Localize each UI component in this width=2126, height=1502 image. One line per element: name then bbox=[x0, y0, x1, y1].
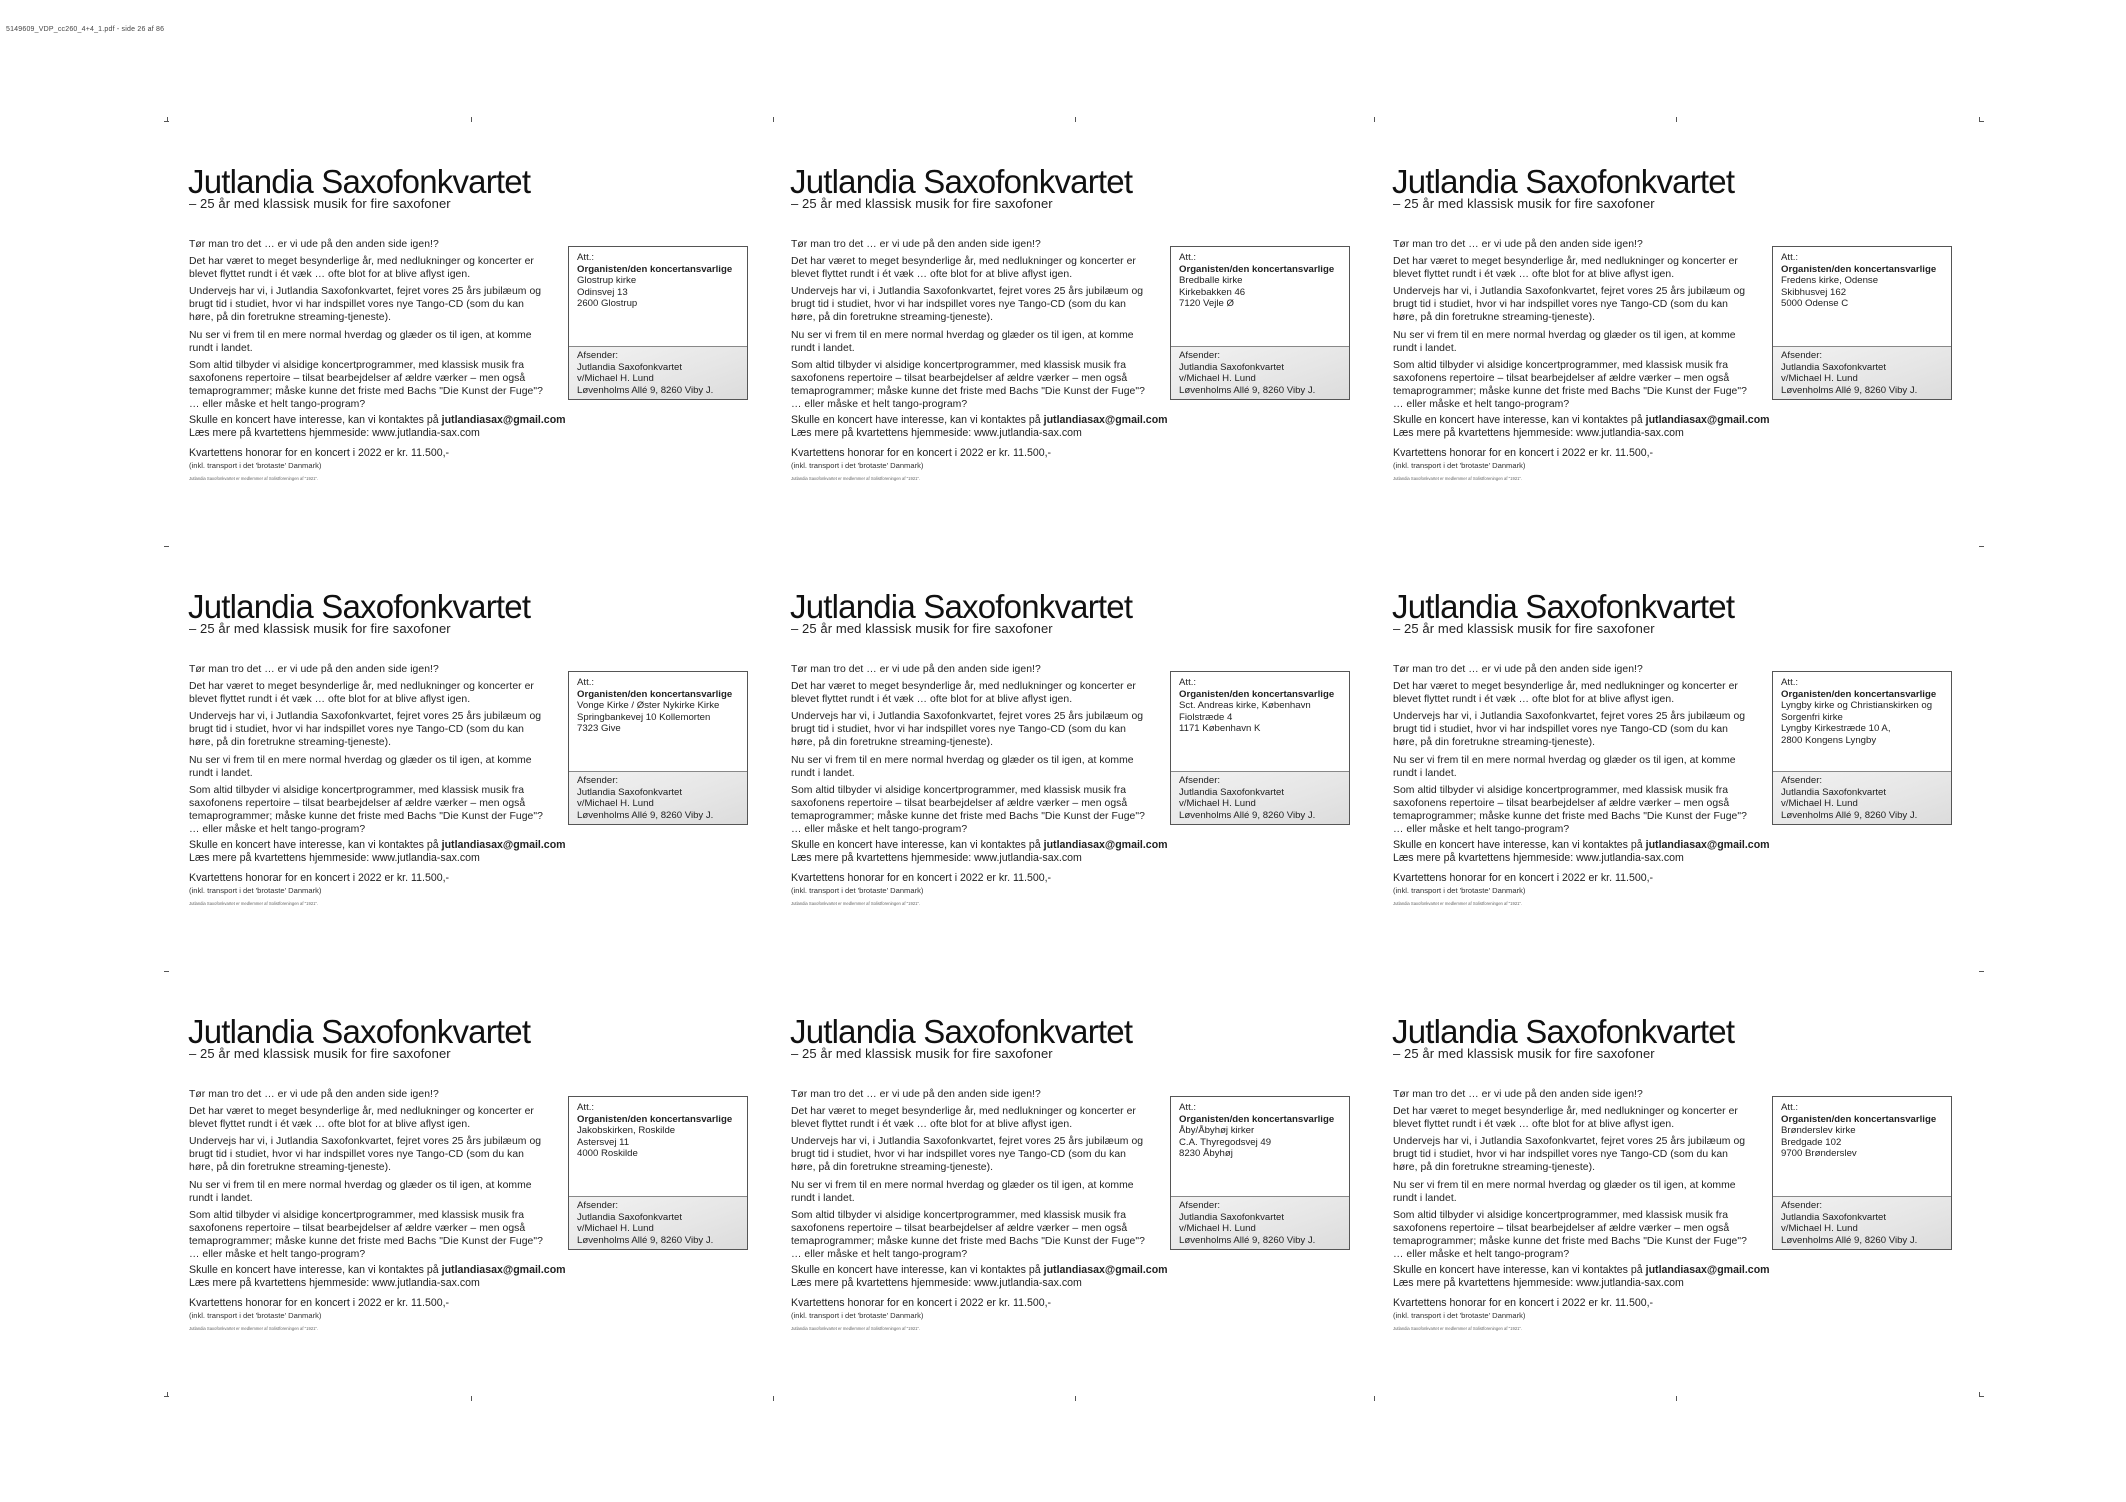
contact-prefix: Skulle en koncert have interesse, kan vi kontaktes på bbox=[791, 414, 1044, 426]
sender-name: Jutlandia Saxofonkvartet bbox=[1179, 1211, 1285, 1223]
sender-name: Jutlandia Saxofonkvartet bbox=[1179, 361, 1285, 373]
sender-panel bbox=[1773, 346, 1951, 399]
sender-panel bbox=[569, 771, 747, 824]
body-paragraph: Nu ser vi frem til en mere normal hverdag og glæder os til igen, at komme rundt i landet. bbox=[189, 754, 532, 779]
contact-email: jutlandiasax@gmail.com bbox=[1043, 414, 1168, 426]
flyer-card bbox=[1392, 1014, 1992, 1394]
body-paragraph: Tør man tro det … er vi ude på den anden side igen!? bbox=[791, 239, 1041, 250]
flyer-title: Jutlandia Saxofonkvartet bbox=[188, 588, 531, 625]
recipient-line: Lyngby Kirkestræde 10 A, bbox=[1781, 723, 1891, 735]
body-paragraph: Det har været to meget besynderlige år, med nedlukninger og koncerter er blevet flyttet rundt i ét væk … ofte blot for at blive aflyst igen. bbox=[791, 256, 1136, 281]
contact-prefix: Skulle en koncert have interesse, kan vi kontaktes på bbox=[1393, 839, 1646, 851]
body-paragraph: Undervejs har vi, i Jutlandia Saxofonkvartet, fejret vores 25 års jubilæum og brugt tid i studiet, hvor vi har indspillet vores nye Tango-CD (som du kan høre, på din foretrukne streaming-tjeneste). bbox=[791, 286, 1144, 324]
address-box bbox=[568, 246, 748, 400]
body-paragraph: Undervejs har vi, i Jutlandia Saxofonkvartet, fejret vores 25 års jubilæum og brugt tid i studiet, hvor vi har indspillet vores nye Tango-CD (som du kan høre, på din foretrukne streaming-tjeneste). bbox=[1393, 711, 1746, 749]
recipient-role: Organisten/den koncertansvarlige bbox=[577, 1113, 733, 1125]
recipient-line: Springbankevej 10 Kollemorten bbox=[577, 711, 711, 723]
crop-mark bbox=[471, 117, 472, 122]
sender-address: Løvenholms Allé 9, 8260 Viby J. bbox=[1781, 809, 1918, 821]
sender-panel bbox=[1171, 771, 1349, 824]
recipient-line: Sct. Andreas kirke, København bbox=[1179, 700, 1311, 712]
body-paragraph: Tør man tro det … er vi ude på den anden side igen!? bbox=[791, 1089, 1041, 1100]
recipient-block bbox=[1179, 1102, 1343, 1160]
flyer-body bbox=[1393, 1088, 1753, 1265]
fee-line: Kvartettens honorar for en koncert i 2022 er kr. 11.500,- bbox=[791, 872, 1052, 884]
fee-note: (inkl. transport i det 'brotaste' Danmark) bbox=[1393, 886, 1526, 895]
recipient-line: Åby/Åbyhøj kirker bbox=[1179, 1125, 1255, 1137]
membership-note: Jutlandia Saxofonkvartet er medlemmer af Solistforeningen af "1921". bbox=[1393, 901, 1523, 906]
recipient-line: Bredballe kirke bbox=[1179, 275, 1243, 287]
body-paragraph: Nu ser vi frem til en mere normal hverdag og glæder os til igen, at komme rundt i landet. bbox=[791, 329, 1134, 354]
body-paragraph: Nu ser vi frem til en mere normal hverdag og glæder os til igen, at komme rundt i landet. bbox=[1393, 754, 1736, 779]
contact-block bbox=[791, 414, 1391, 441]
att-label: Att.: bbox=[577, 252, 595, 263]
recipient-role: Organisten/den koncertansvarlige bbox=[577, 263, 733, 275]
flyer-title: Jutlandia Saxofonkvartet bbox=[188, 163, 531, 200]
address-box bbox=[1772, 1096, 1952, 1250]
contact-prefix: Skulle en koncert have interesse, kan vi kontaktes på bbox=[189, 1264, 442, 1276]
body-paragraph: Som altid tilbyder vi alsidige koncertprogrammer, med klassisk musik fra saxofonens repertoire – tilsat bearbejdelser af ældre værker – men også temaprogrammer; måske kunne det friste med Bachs "Die Kunst der Fuge"? … eller måske et helt tango-program? bbox=[791, 1209, 1145, 1261]
flyer-subtitle: – 25 år med klassisk musik for fire saxofoner bbox=[1393, 1046, 1655, 1061]
crop-mark bbox=[1374, 1396, 1375, 1401]
body-paragraph: Nu ser vi frem til en mere normal hverdag og glæder os til igen, at komme rundt i landet. bbox=[189, 329, 532, 354]
contact-block bbox=[791, 839, 1391, 866]
sender-label: Afsender: bbox=[1179, 775, 1221, 786]
sender-address: Løvenholms Allé 9, 8260 Viby J. bbox=[1179, 1234, 1316, 1246]
body-paragraph: Tør man tro det … er vi ude på den anden side igen!? bbox=[1393, 664, 1643, 675]
sender-name: Jutlandia Saxofonkvartet bbox=[577, 786, 683, 798]
att-label: Att.: bbox=[1179, 1102, 1197, 1113]
body-paragraph: Undervejs har vi, i Jutlandia Saxofonkvartet, fejret vores 25 års jubilæum og brugt tid i studiet, hvor vi har indspillet vores nye Tango-CD (som du kan høre, på din foretrukne streaming-tjeneste). bbox=[1393, 1136, 1746, 1174]
sender-address: Løvenholms Allé 9, 8260 Viby J. bbox=[577, 1234, 714, 1246]
sender-contact: v/Michael H. Lund bbox=[1781, 1223, 1858, 1235]
body-paragraph: Som altid tilbyder vi alsidige koncertprogrammer, med klassisk musik fra saxofonens repertoire – tilsat bearbejdelser af ældre værker – men også temaprogrammer; måske kunne det friste med Bachs "Die Kunst der Fuge"? … eller måske et helt tango-program? bbox=[1393, 359, 1747, 411]
contact-line bbox=[791, 414, 1391, 427]
body-paragraph: Det har været to meget besynderlige år, med nedlukninger og koncerter er blevet flyttet rundt i ét væk … ofte blot for at blive aflyst igen. bbox=[1393, 681, 1738, 706]
sender-label: Afsender: bbox=[1179, 350, 1221, 361]
fee-note: (inkl. transport i det 'brotaste' Danmark) bbox=[1393, 1311, 1526, 1320]
recipient-line: Skibhusvej 162 bbox=[1781, 286, 1847, 298]
recipient-block bbox=[577, 1102, 741, 1160]
fee-note: (inkl. transport i det 'brotaste' Danmark) bbox=[189, 1311, 322, 1320]
flyer-body bbox=[189, 663, 549, 840]
crop-mark bbox=[1075, 117, 1076, 122]
sender-name: Jutlandia Saxofonkvartet bbox=[1781, 1211, 1887, 1223]
recipient-role: Organisten/den koncertansvarlige bbox=[577, 688, 733, 700]
sender-address: Løvenholms Allé 9, 8260 Viby J. bbox=[1781, 1234, 1918, 1246]
body-paragraph: Undervejs har vi, i Jutlandia Saxofonkvartet, fejret vores 25 års jubilæum og brugt tid i studiet, hvor vi har indspillet vores nye Tango-CD (som du kan høre, på din foretrukne streaming-tjeneste). bbox=[189, 286, 542, 324]
flyer-card bbox=[188, 164, 788, 544]
recipient-block bbox=[577, 677, 741, 735]
fee-line: Kvartettens honorar for en koncert i 2022 er kr. 11.500,- bbox=[1393, 447, 1654, 459]
flyer-card bbox=[1392, 164, 1992, 544]
recipient-line: 1171 København K bbox=[1179, 723, 1261, 735]
flyer-subtitle: – 25 år med klassisk musik for fire saxofoner bbox=[791, 196, 1053, 211]
address-box bbox=[1170, 1096, 1350, 1250]
fee-line: Kvartettens honorar for en koncert i 2022 er kr. 11.500,- bbox=[189, 447, 450, 459]
website-line: Læs mere på kvartettens hjemmeside: www.jutlandia-sax.com bbox=[791, 427, 1082, 440]
body-paragraph: Som altid tilbyder vi alsidige koncertprogrammer, med klassisk musik fra saxofonens repertoire – tilsat bearbejdelser af ældre værker – men også temaprogrammer; måske kunne det friste med Bachs "Die Kunst der Fuge"? … eller måske et helt tango-program? bbox=[1393, 1209, 1747, 1261]
contact-block bbox=[189, 1264, 789, 1291]
body-paragraph: Tør man tro det … er vi ude på den anden side igen!? bbox=[189, 239, 439, 250]
address-box bbox=[568, 671, 748, 825]
body-paragraph: Undervejs har vi, i Jutlandia Saxofonkvartet, fejret vores 25 års jubilæum og brugt tid i studiet, hvor vi har indspillet vores nye Tango-CD (som du kan høre, på din foretrukne streaming-tjeneste). bbox=[1393, 286, 1746, 324]
sender-contact: v/Michael H. Lund bbox=[1781, 798, 1858, 810]
flyer-body bbox=[791, 1088, 1151, 1265]
membership-note: Jutlandia Saxofonkvartet er medlemmer af Solistforeningen af "1921". bbox=[791, 901, 921, 906]
crop-mark bbox=[1979, 121, 1984, 122]
crop-mark bbox=[1979, 546, 1984, 547]
recipient-line: Glostrup kirke bbox=[577, 275, 637, 287]
body-paragraph: Nu ser vi frem til en mere normal hverdag og glæder os til igen, at komme rundt i landet. bbox=[791, 1179, 1134, 1204]
membership-note: Jutlandia Saxofonkvartet er medlemmer af Solistforeningen af "1921". bbox=[189, 1326, 319, 1331]
contact-block bbox=[791, 1264, 1391, 1291]
flyer-title: Jutlandia Saxofonkvartet bbox=[1392, 1013, 1735, 1050]
fee-line: Kvartettens honorar for en koncert i 2022 er kr. 11.500,- bbox=[189, 872, 450, 884]
sender-address: Løvenholms Allé 9, 8260 Viby J. bbox=[1179, 809, 1316, 821]
sender-block bbox=[1781, 775, 1917, 821]
address-box bbox=[1772, 246, 1952, 400]
flyer-title: Jutlandia Saxofonkvartet bbox=[1392, 163, 1735, 200]
att-label: Att.: bbox=[1179, 677, 1197, 688]
recipient-role: Organisten/den koncertansvarlige bbox=[1179, 1113, 1335, 1125]
flyer-subtitle: – 25 år med klassisk musik for fire saxofoner bbox=[1393, 196, 1655, 211]
recipient-block bbox=[577, 252, 741, 310]
flyer-title: Jutlandia Saxofonkvartet bbox=[188, 1013, 531, 1050]
recipient-line: 7323 Give bbox=[577, 723, 621, 735]
crop-mark bbox=[164, 971, 169, 972]
contact-email: jutlandiasax@gmail.com bbox=[1043, 1264, 1168, 1276]
recipient-role: Organisten/den koncertansvarlige bbox=[1781, 688, 1937, 700]
sender-name: Jutlandia Saxofonkvartet bbox=[577, 361, 683, 373]
sender-block bbox=[1179, 775, 1315, 821]
sender-block bbox=[577, 1200, 713, 1246]
recipient-line: 8230 Åbyhøj bbox=[1179, 1148, 1233, 1160]
sender-block bbox=[577, 350, 713, 396]
fee-note: (inkl. transport i det 'brotaste' Danmark) bbox=[791, 461, 924, 470]
crop-mark bbox=[1676, 117, 1677, 122]
crop-mark bbox=[1676, 1396, 1677, 1401]
sender-panel bbox=[1773, 771, 1951, 824]
body-paragraph: Som altid tilbyder vi alsidige koncertprogrammer, med klassisk musik fra saxofonens repertoire – tilsat bearbejdelser af ældre værker – men også temaprogrammer; måske kunne det friste med Bachs "Die Kunst der Fuge"? … eller måske et helt tango-program? bbox=[189, 784, 543, 836]
membership-note: Jutlandia Saxofonkvartet er medlemmer af Solistforeningen af "1921". bbox=[1393, 476, 1523, 481]
flyer-subtitle: – 25 år med klassisk musik for fire saxofoner bbox=[189, 621, 451, 636]
recipient-block bbox=[1781, 252, 1945, 310]
recipient-line: 4000 Roskilde bbox=[577, 1148, 638, 1160]
sender-contact: v/Michael H. Lund bbox=[1179, 1223, 1256, 1235]
contact-prefix: Skulle en koncert have interesse, kan vi kontaktes på bbox=[791, 1264, 1044, 1276]
recipient-role: Organisten/den koncertansvarlige bbox=[1179, 263, 1335, 275]
website-line: Læs mere på kvartettens hjemmeside: www.jutlandia-sax.com bbox=[189, 1277, 480, 1290]
contact-line bbox=[1393, 839, 1993, 852]
recipient-line: 2600 Glostrup bbox=[577, 298, 638, 310]
membership-note: Jutlandia Saxofonkvartet er medlemmer af Solistforeningen af "1921". bbox=[189, 901, 319, 906]
contact-email: jutlandiasax@gmail.com bbox=[441, 839, 566, 851]
body-paragraph: Tør man tro det … er vi ude på den anden side igen!? bbox=[189, 1089, 439, 1100]
flyer-subtitle: – 25 år med klassisk musik for fire saxofoner bbox=[791, 1046, 1053, 1061]
sender-address: Løvenholms Allé 9, 8260 Viby J. bbox=[577, 809, 714, 821]
contact-prefix: Skulle en koncert have interesse, kan vi kontaktes på bbox=[189, 414, 442, 426]
contact-line bbox=[189, 839, 789, 852]
fee-line: Kvartettens honorar for en koncert i 2022 er kr. 11.500,- bbox=[189, 1297, 450, 1309]
body-paragraph: Det har været to meget besynderlige år, med nedlukninger og koncerter er blevet flyttet rundt i ét væk … ofte blot for at blive aflyst igen. bbox=[1393, 1106, 1738, 1131]
sender-label: Afsender: bbox=[577, 775, 619, 786]
body-paragraph: Som altid tilbyder vi alsidige koncertprogrammer, med klassisk musik fra saxofonens repertoire – tilsat bearbejdelser af ældre værker – men også temaprogrammer; måske kunne det friste med Bachs "Die Kunst der Fuge"? … eller måske et helt tango-program? bbox=[189, 1209, 543, 1261]
sender-block bbox=[1179, 1200, 1315, 1246]
sender-label: Afsender: bbox=[1781, 350, 1823, 361]
body-paragraph: Tør man tro det … er vi ude på den anden side igen!? bbox=[189, 664, 439, 675]
crop-mark bbox=[1075, 1396, 1076, 1401]
contact-email: jutlandiasax@gmail.com bbox=[1043, 839, 1168, 851]
sender-name: Jutlandia Saxofonkvartet bbox=[1781, 786, 1887, 798]
recipient-line: Fiolstræde 4 bbox=[1179, 711, 1233, 723]
website-line: Læs mere på kvartettens hjemmeside: www.jutlandia-sax.com bbox=[189, 852, 480, 865]
flyer-card bbox=[790, 1014, 1390, 1394]
flyer-body bbox=[1393, 663, 1753, 840]
contact-email: jutlandiasax@gmail.com bbox=[441, 1264, 566, 1276]
flyer-body bbox=[791, 663, 1151, 840]
sender-name: Jutlandia Saxofonkvartet bbox=[1781, 361, 1887, 373]
sender-contact: v/Michael H. Lund bbox=[577, 1223, 654, 1235]
flyer-title: Jutlandia Saxofonkvartet bbox=[1392, 588, 1735, 625]
recipient-line: Fredens kirke, Odense bbox=[1781, 275, 1879, 287]
contact-line bbox=[1393, 414, 1993, 427]
address-box bbox=[568, 1096, 748, 1250]
contact-email: jutlandiasax@gmail.com bbox=[1645, 414, 1770, 426]
body-paragraph: Det har været to meget besynderlige år, med nedlukninger og koncerter er blevet flyttet rundt i ét væk … ofte blot for at blive aflyst igen. bbox=[189, 256, 534, 281]
sender-contact: v/Michael H. Lund bbox=[577, 798, 654, 810]
address-box bbox=[1170, 246, 1350, 400]
membership-note: Jutlandia Saxofonkvartet er medlemmer af Solistforeningen af "1921". bbox=[1393, 1326, 1523, 1331]
body-paragraph: Som altid tilbyder vi alsidige koncertprogrammer, med klassisk musik fra saxofonens repertoire – tilsat bearbejdelser af ældre værker – men også temaprogrammer; måske kunne det friste med Bachs "Die Kunst der Fuge"? … eller måske et helt tango-program? bbox=[791, 359, 1145, 411]
recipient-line: 2800 Kongens Lyngby bbox=[1781, 734, 1877, 746]
fee-note: (inkl. transport i det 'brotaste' Danmark) bbox=[189, 886, 322, 895]
website-line: Læs mere på kvartettens hjemmeside: www.jutlandia-sax.com bbox=[1393, 852, 1684, 865]
recipient-block bbox=[1781, 1102, 1945, 1160]
flyer-subtitle: – 25 år med klassisk musik for fire saxofoner bbox=[791, 621, 1053, 636]
recipient-role: Organisten/den koncertansvarlige bbox=[1781, 1113, 1937, 1125]
sender-panel bbox=[1171, 1196, 1349, 1249]
fee-note: (inkl. transport i det 'brotaste' Danmark) bbox=[791, 1311, 924, 1320]
contact-block bbox=[1393, 1264, 1993, 1291]
body-paragraph: Det har været to meget besynderlige år, med nedlukninger og koncerter er blevet flyttet rundt i ét væk … ofte blot for at blive aflyst igen. bbox=[189, 681, 534, 706]
flyer-title: Jutlandia Saxofonkvartet bbox=[790, 588, 1133, 625]
sender-block bbox=[577, 775, 713, 821]
body-paragraph: Nu ser vi frem til en mere normal hverdag og glæder os til igen, at komme rundt i landet. bbox=[791, 754, 1134, 779]
sender-panel bbox=[569, 1196, 747, 1249]
contact-email: jutlandiasax@gmail.com bbox=[1645, 1264, 1770, 1276]
flyer-subtitle: – 25 år med klassisk musik for fire saxofoner bbox=[189, 196, 451, 211]
contact-block bbox=[1393, 414, 1993, 441]
address-box bbox=[1772, 671, 1952, 825]
att-label: Att.: bbox=[1781, 252, 1799, 263]
sender-panel bbox=[1171, 346, 1349, 399]
sender-contact: v/Michael H. Lund bbox=[1781, 373, 1858, 385]
fee-line: Kvartettens honorar for en koncert i 2022 er kr. 11.500,- bbox=[1393, 1297, 1654, 1309]
contact-email: jutlandiasax@gmail.com bbox=[441, 414, 566, 426]
recipient-line: 5000 Odense C bbox=[1781, 298, 1849, 310]
fee-line: Kvartettens honorar for en koncert i 2022 er kr. 11.500,- bbox=[791, 1297, 1052, 1309]
att-label: Att.: bbox=[1781, 677, 1799, 688]
body-paragraph: Undervejs har vi, i Jutlandia Saxofonkvartet, fejret vores 25 års jubilæum og brugt tid i studiet, hvor vi har indspillet vores nye Tango-CD (som du kan høre, på din foretrukne streaming-tjeneste). bbox=[189, 1136, 542, 1174]
body-paragraph: Som altid tilbyder vi alsidige koncertprogrammer, med klassisk musik fra saxofonens repertoire – tilsat bearbejdelser af ældre værker – men også temaprogrammer; måske kunne det friste med Bachs "Die Kunst der Fuge"? … eller måske et helt tango-program? bbox=[791, 784, 1145, 836]
sender-panel bbox=[569, 346, 747, 399]
flyer-body bbox=[791, 238, 1151, 415]
att-label: Att.: bbox=[577, 677, 595, 688]
website-line: Læs mere på kvartettens hjemmeside: www.jutlandia-sax.com bbox=[791, 1277, 1082, 1290]
recipient-line: Odinsvej 13 bbox=[577, 286, 628, 298]
fee-note: (inkl. transport i det 'brotaste' Danmark) bbox=[791, 886, 924, 895]
flyer-card bbox=[1392, 589, 1992, 969]
recipient-block bbox=[1179, 252, 1343, 310]
contact-line bbox=[791, 839, 1391, 852]
contact-line bbox=[189, 414, 789, 427]
contact-block bbox=[1393, 839, 1993, 866]
recipient-role: Organisten/den koncertansvarlige bbox=[1781, 263, 1937, 275]
body-paragraph: Det har været to meget besynderlige år, med nedlukninger og koncerter er blevet flyttet rundt i ét væk … ofte blot for at blive aflyst igen. bbox=[1393, 256, 1738, 281]
body-paragraph: Tør man tro det … er vi ude på den anden side igen!? bbox=[1393, 1089, 1643, 1100]
membership-note: Jutlandia Saxofonkvartet er medlemmer af Solistforeningen af "1921". bbox=[189, 476, 319, 481]
body-paragraph: Nu ser vi frem til en mere normal hverdag og glæder os til igen, at komme rundt i landet. bbox=[1393, 1179, 1736, 1204]
sender-label: Afsender: bbox=[1179, 1200, 1221, 1211]
flyer-card bbox=[188, 589, 788, 969]
body-paragraph: Undervejs har vi, i Jutlandia Saxofonkvartet, fejret vores 25 års jubilæum og brugt tid i studiet, hvor vi har indspillet vores nye Tango-CD (som du kan høre, på din foretrukne streaming-tjeneste). bbox=[791, 711, 1144, 749]
crop-mark bbox=[164, 1396, 169, 1397]
contact-prefix: Skulle en koncert have interesse, kan vi kontaktes på bbox=[189, 839, 442, 851]
sender-contact: v/Michael H. Lund bbox=[577, 373, 654, 385]
sender-address: Løvenholms Allé 9, 8260 Viby J. bbox=[577, 384, 714, 396]
flyer-subtitle: – 25 år med klassisk musik for fire saxofoner bbox=[1393, 621, 1655, 636]
fee-line: Kvartettens honorar for en koncert i 2022 er kr. 11.500,- bbox=[791, 447, 1052, 459]
crop-mark bbox=[164, 546, 169, 547]
body-paragraph: Det har været to meget besynderlige år, med nedlukninger og koncerter er blevet flyttet rundt i ét væk … ofte blot for at blive aflyst igen. bbox=[189, 1106, 534, 1131]
contact-line bbox=[1393, 1264, 1993, 1277]
sender-address: Løvenholms Allé 9, 8260 Viby J. bbox=[1781, 384, 1918, 396]
att-label: Att.: bbox=[1179, 252, 1197, 263]
flyer-card bbox=[790, 589, 1390, 969]
contact-block bbox=[189, 414, 789, 441]
flyer-card bbox=[790, 164, 1390, 544]
crop-mark bbox=[164, 121, 169, 122]
contact-prefix: Skulle en koncert have interesse, kan vi kontaktes på bbox=[1393, 1264, 1646, 1276]
crop-mark bbox=[773, 1396, 774, 1401]
recipient-line: Bredgade 102 bbox=[1781, 1136, 1842, 1148]
flyer-card bbox=[188, 1014, 788, 1394]
flyer-subtitle: – 25 år med klassisk musik for fire saxofoner bbox=[189, 1046, 451, 1061]
recipient-line: Kirkebakken 46 bbox=[1179, 286, 1246, 298]
sender-contact: v/Michael H. Lund bbox=[1179, 373, 1256, 385]
recipient-line: 9700 Brønderslev bbox=[1781, 1148, 1857, 1160]
recipient-line: Brønderslev kirke bbox=[1781, 1125, 1856, 1137]
recipient-block bbox=[1781, 677, 1945, 747]
flyer-body bbox=[1393, 238, 1753, 415]
crop-mark bbox=[1374, 117, 1375, 122]
sender-name: Jutlandia Saxofonkvartet bbox=[1179, 786, 1285, 798]
recipient-line: Vonge Kirke / Øster Nykirke Kirke bbox=[577, 700, 720, 712]
contact-prefix: Skulle en koncert have interesse, kan vi kontaktes på bbox=[791, 839, 1044, 851]
crop-mark bbox=[1979, 971, 1984, 972]
recipient-line: Astersvej 11 bbox=[577, 1136, 630, 1148]
recipient-line: Jakobskirken, Roskilde bbox=[577, 1125, 676, 1137]
flyer-body bbox=[189, 1088, 549, 1265]
sender-panel bbox=[1773, 1196, 1951, 1249]
flyer-title: Jutlandia Saxofonkvartet bbox=[790, 163, 1133, 200]
membership-note: Jutlandia Saxofonkvartet er medlemmer af Solistforeningen af "1921". bbox=[791, 1326, 921, 1331]
body-paragraph: Undervejs har vi, i Jutlandia Saxofonkvartet, fejret vores 25 års jubilæum og brugt tid i studiet, hvor vi har indspillet vores nye Tango-CD (som du kan høre, på din foretrukne streaming-tjeneste). bbox=[791, 1136, 1144, 1174]
sender-name: Jutlandia Saxofonkvartet bbox=[577, 1211, 683, 1223]
body-paragraph: Undervejs har vi, i Jutlandia Saxofonkvartet, fejret vores 25 års jubilæum og brugt tid i studiet, hvor vi har indspillet vores nye Tango-CD (som du kan høre, på din foretrukne streaming-tjeneste). bbox=[189, 711, 542, 749]
flyer-body bbox=[189, 238, 549, 415]
sender-block bbox=[1781, 350, 1917, 396]
website-line: Læs mere på kvartettens hjemmeside: www.jutlandia-sax.com bbox=[189, 427, 480, 440]
sender-contact: v/Michael H. Lund bbox=[1179, 798, 1256, 810]
sender-block bbox=[1179, 350, 1315, 396]
body-paragraph: Nu ser vi frem til en mere normal hverdag og glæder os til igen, at komme rundt i landet. bbox=[1393, 329, 1736, 354]
address-box bbox=[1170, 671, 1350, 825]
sender-label: Afsender: bbox=[1781, 775, 1823, 786]
document-header: 5149609_VDP_cc260_4+4_1.pdf - side 26 af 86 bbox=[6, 26, 165, 33]
sender-label: Afsender: bbox=[577, 350, 619, 361]
body-paragraph: Tør man tro det … er vi ude på den anden side igen!? bbox=[791, 664, 1041, 675]
att-label: Att.: bbox=[1781, 1102, 1799, 1113]
sender-address: Løvenholms Allé 9, 8260 Viby J. bbox=[1179, 384, 1316, 396]
body-paragraph: Som altid tilbyder vi alsidige koncertprogrammer, med klassisk musik fra saxofonens repertoire – tilsat bearbejdelser af ældre værker – men også temaprogrammer; måske kunne det friste med Bachs "Die Kunst der Fuge"? … eller måske et helt tango-program? bbox=[189, 359, 543, 411]
flyer-title: Jutlandia Saxofonkvartet bbox=[790, 1013, 1133, 1050]
fee-note: (inkl. transport i det 'brotaste' Danmark) bbox=[189, 461, 322, 470]
crop-mark bbox=[1979, 1396, 1984, 1397]
recipient-line: Lyngby kirke og Christianskirken og Sorgenfri kirke bbox=[1781, 700, 1933, 723]
website-line: Læs mere på kvartettens hjemmeside: www.jutlandia-sax.com bbox=[791, 852, 1082, 865]
sender-label: Afsender: bbox=[1781, 1200, 1823, 1211]
sender-block bbox=[1781, 1200, 1917, 1246]
website-line: Læs mere på kvartettens hjemmeside: www.jutlandia-sax.com bbox=[1393, 427, 1684, 440]
contact-line bbox=[791, 1264, 1391, 1277]
recipient-line: 7120 Vejle Ø bbox=[1179, 298, 1234, 310]
website-line: Læs mere på kvartettens hjemmeside: www.jutlandia-sax.com bbox=[1393, 1277, 1684, 1290]
att-label: Att.: bbox=[577, 1102, 595, 1113]
fee-note: (inkl. transport i det 'brotaste' Danmark) bbox=[1393, 461, 1526, 470]
body-paragraph: Som altid tilbyder vi alsidige koncertprogrammer, med klassisk musik fra saxofonens repertoire – tilsat bearbejdelser af ældre værker – men også temaprogrammer; måske kunne det friste med Bachs "Die Kunst der Fuge"? … eller måske et helt tango-program? bbox=[1393, 784, 1747, 836]
body-paragraph: Det har været to meget besynderlige år, med nedlukninger og koncerter er blevet flyttet rundt i ét væk … ofte blot for at blive aflyst igen. bbox=[791, 1106, 1136, 1131]
contact-prefix: Skulle en koncert have interesse, kan vi kontaktes på bbox=[1393, 414, 1646, 426]
crop-mark bbox=[773, 117, 774, 122]
contact-block bbox=[189, 839, 789, 866]
body-paragraph: Det har været to meget besynderlige år, med nedlukninger og koncerter er blevet flyttet rundt i ét væk … ofte blot for at blive aflyst igen. bbox=[791, 681, 1136, 706]
contact-line bbox=[189, 1264, 789, 1277]
contact-email: jutlandiasax@gmail.com bbox=[1645, 839, 1770, 851]
recipient-line: C.A. Thyregodsvej 49 bbox=[1179, 1136, 1272, 1148]
fee-line: Kvartettens honorar for en koncert i 2022 er kr. 11.500,- bbox=[1393, 872, 1654, 884]
membership-note: Jutlandia Saxofonkvartet er medlemmer af Solistforeningen af "1921". bbox=[791, 476, 921, 481]
crop-mark bbox=[471, 1396, 472, 1401]
recipient-role: Organisten/den koncertansvarlige bbox=[1179, 688, 1335, 700]
sender-label: Afsender: bbox=[577, 1200, 619, 1211]
body-paragraph: Nu ser vi frem til en mere normal hverdag og glæder os til igen, at komme rundt i landet. bbox=[189, 1179, 532, 1204]
recipient-block bbox=[1179, 677, 1343, 735]
body-paragraph: Tør man tro det … er vi ude på den anden side igen!? bbox=[1393, 239, 1643, 250]
